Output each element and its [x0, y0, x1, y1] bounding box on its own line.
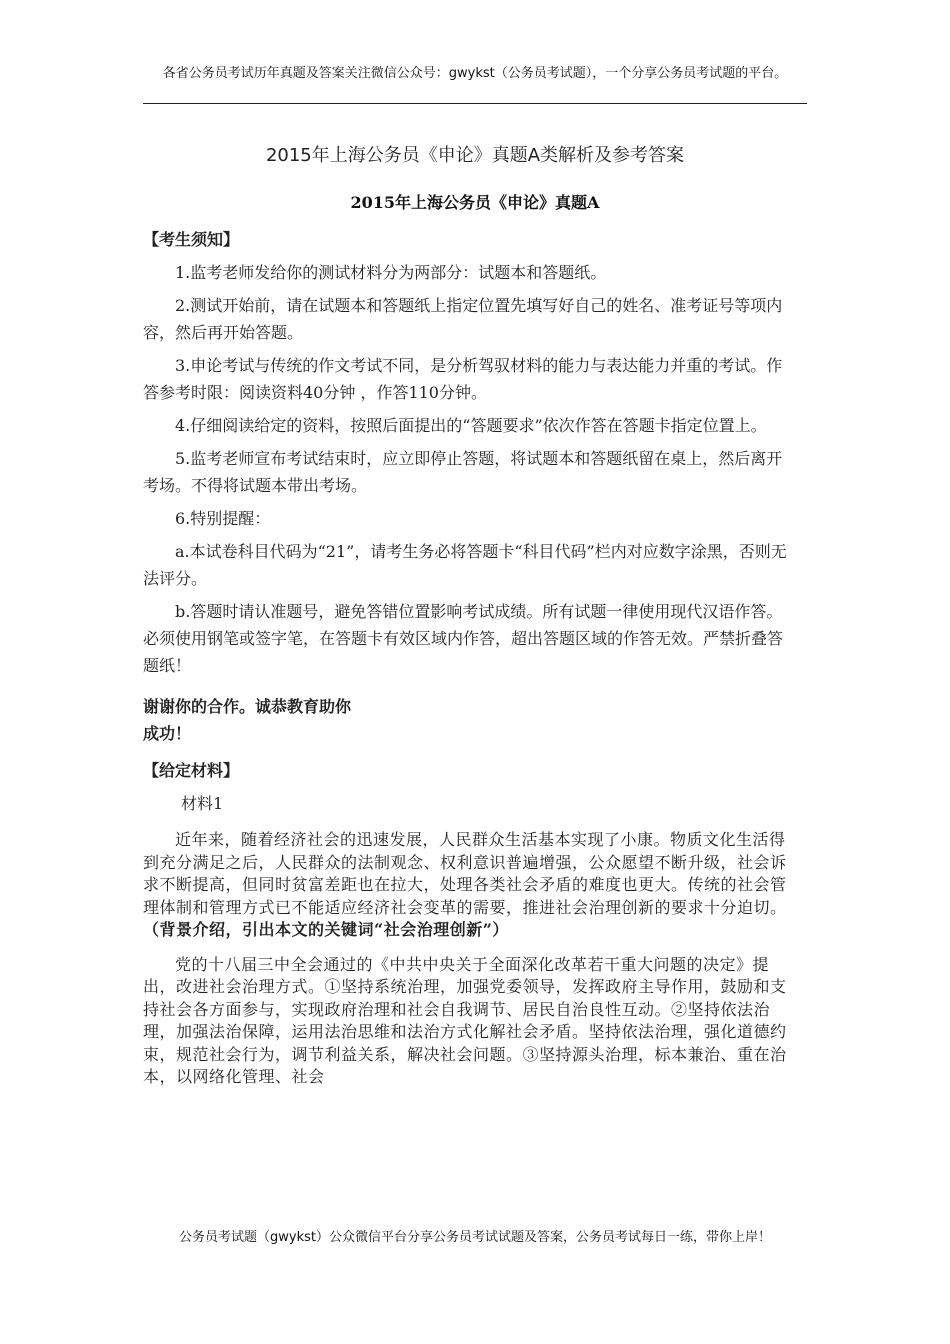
thanks-line-2: 成功！: [143, 724, 192, 743]
exam-title: 2015年上海公务员《申论》真题A: [350, 193, 600, 212]
material-paragraph: 党的十八届三中全会通过的《中共中央关于全面深化改革若干重大问题的决定》提出，改进社会治理方式。①坚持系统治理，加强党委领导，发挥政府主导作用，鼓励和支持社会各方面参与，实现政府治理和社会自我调节、居民自治良性互动。②坚持依法治理，加强法治保障，运用法治思维和法治方式化解社会矛盾。坚持依法治理，强化道德约束，规范社会行为，调节利益关系，解决社会问题。③坚持源头治理，标本兼治、重在治本，以网络化管理、社会: [143, 954, 787, 1086]
materials-heading: 【给定材料】: [143, 761, 240, 780]
notice-item: b.答题时请认准题号，避免答错位置影响考试成绩。所有试题一律使用现代汉语作答。必须使用钢笔或签字笔，在答题卡有效区域内作答，超出答题区域的作答无效。严禁折叠答题纸！: [143, 602, 784, 675]
material-1-title: 材料1: [181, 794, 224, 813]
document-title: 2015年上海公务员《申论》真题A类解析及参考答案: [265, 145, 685, 166]
page-footer: 公务员考试题（gwykst）公众微信平台分享公务员考试试题及答案，公务员考试每日一练，带你上岸！: [179, 1230, 771, 1245]
notice-item: 4.仔细阅读给定的资料，按照后面提出的“答题要求”依次作答在答题卡指定位置上。: [175, 416, 767, 435]
header-divider: [143, 103, 807, 104]
thanks-line-1: 谢谢你的合作。诚恭教育助你: [143, 697, 352, 716]
notice-item: 1.监考老师发给你的测试材料分为两部分：试题本和答题纸。: [175, 263, 607, 282]
notice-item: 3.申论考试与传统的作文考试不同，是分析驾驭材料的能力与表达能力并重的考试。作答参考时限：阅读资料40分钟 ，作答110分钟。: [143, 356, 783, 402]
notice-item: 2.测试开始前，请在试题本和答题纸上指定位置先填写好自己的姓名、准考证号等项内容，然后再开始答题。: [143, 296, 783, 342]
document-body: [143, 226, 797, 1089]
notice-item: 6.特别提醒：: [175, 509, 271, 528]
material-paragraph: [143, 829, 797, 942]
analysis-note: （背景介绍，引出本文的关键词“社会治理创新”）: [143, 920, 509, 939]
notice-item: 5.监考老师宣布考试结束时，应立即停止答题，将试题本和答题纸留在桌上，然后离开考场。不得将试题本带出考场。: [143, 449, 783, 495]
notice-item: a.本试卷科目代码为“21”，请考生务必将答题卡“科目代码”栏内对应数字涂黑，否则无法评分。: [143, 542, 787, 588]
notice-heading: 【考生须知】: [143, 230, 240, 249]
page-header: 各省公务员考试历年真题及答案关注微信公众号：gwykst（公务员考试题），一个分享公务员考试题的平台。: [162, 66, 788, 81]
material-1-text: 近年来，随着经济社会的迅速发展，人民群众生活基本实现了小康。物质文化生活得到充分满足之后，人民群众的法制观念、权利意识普遍增强，公众愿望不断升级，社会诉求不断提高，但同时贫富差距也在拉大，处理各类社会矛盾的难度也更大。传统的社会管理体制和管理方式已不能适应经济社会变革的需要，推进社会治理创新的要求十分迫切。: [143, 830, 787, 917]
thanks-note: [143, 693, 797, 747]
